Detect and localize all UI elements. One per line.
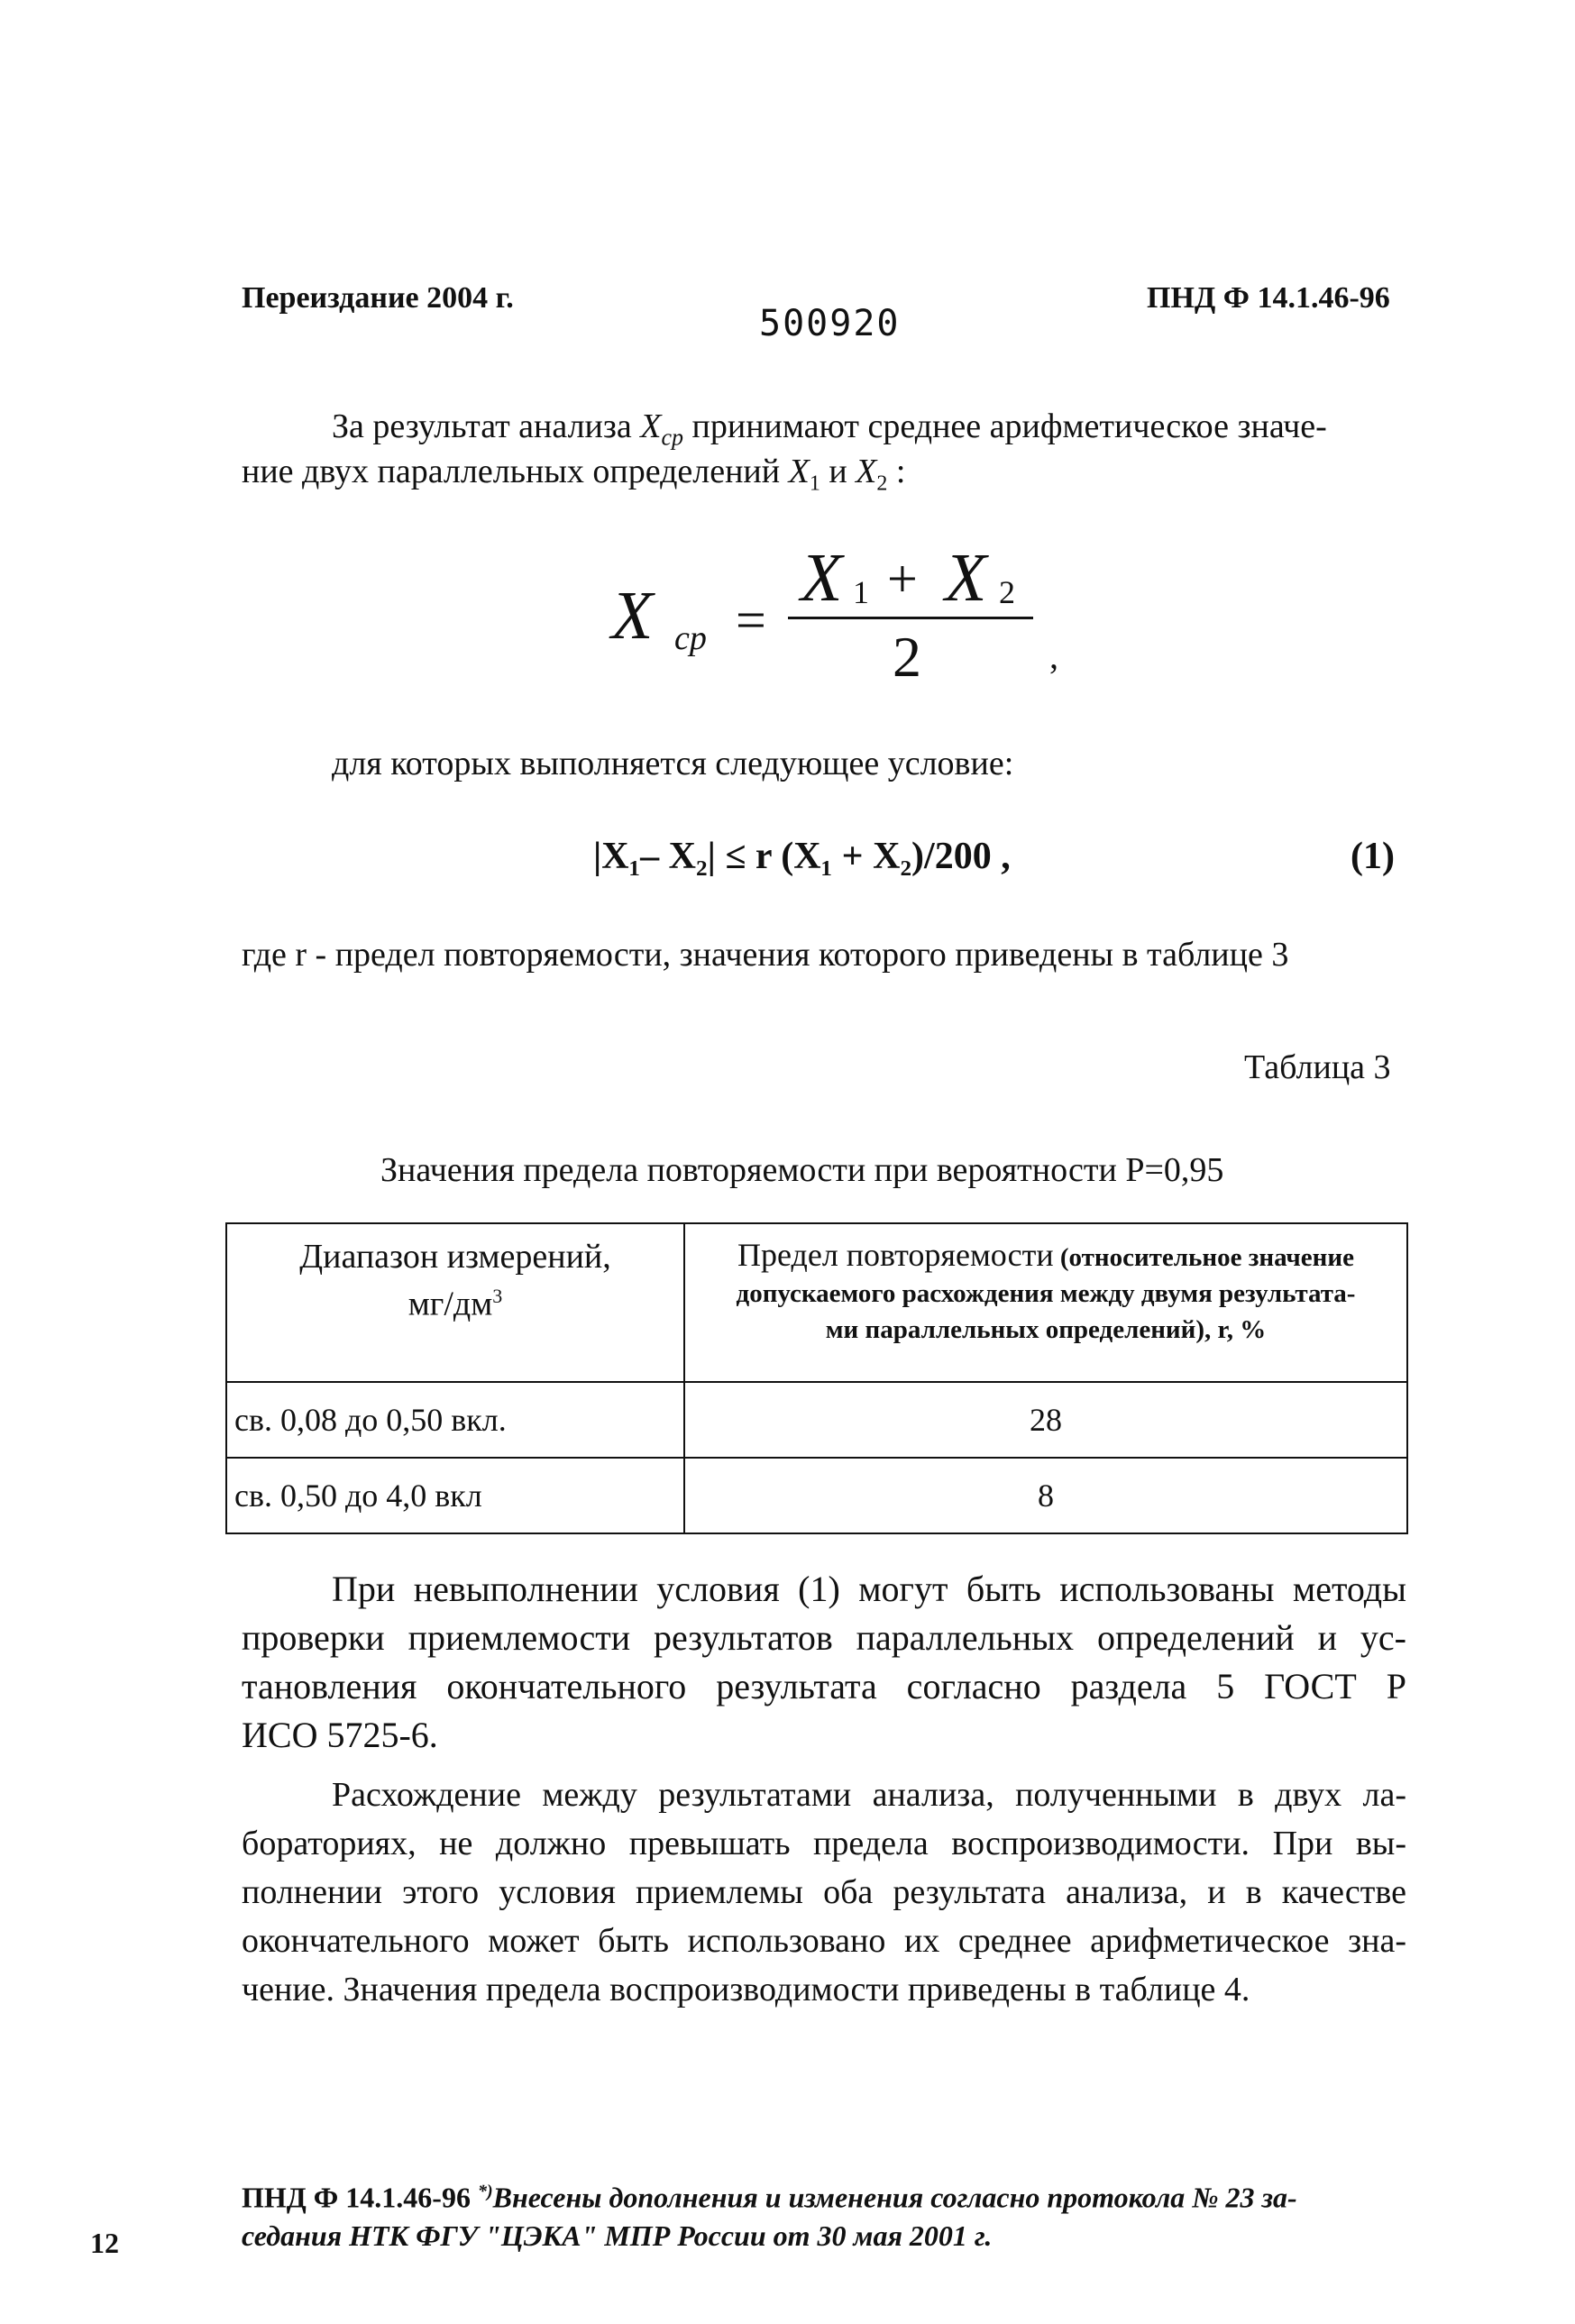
paragraph-nonfulfilment: При невыполнении условия (1) могут быть использованы методы проверки приемлемости результатов параллельных определений и ус- тановления окончательного результата согласно раздела 5 ГОСТ Р ИСО 5725-6. (242, 1569, 1406, 1755)
formula-plus: + (887, 549, 918, 608)
formula-x: X (611, 578, 654, 654)
intro-line-1: За результат анализа $X_{ср}$ принимают среднее арифметическое значе- (332, 407, 1327, 451)
condition-intro: для которых выполняется следующее условие: (332, 745, 1014, 782)
formula-num-x2: X (945, 540, 987, 616)
formula-num-sub2: 2 (999, 574, 1015, 610)
limit-cell: 8 (684, 1458, 1407, 1533)
formula-equals: = (736, 590, 766, 650)
document-code: ПНД Ф 14.1.46-96 (1147, 281, 1390, 315)
repeatability-note: где r - предел повторяемости, значения которого приведены в таблице 3 (242, 936, 1289, 974)
col-header-limit: Предел повторяемости (относительное значение допускаемого расхождения между двумя результата- ми параллельных определений), r, % (684, 1223, 1407, 1382)
table-row (226, 1382, 1407, 1458)
table-caption: Значения предела повторяемости при вероятности Р=0,95 (380, 1151, 1224, 1189)
footnote: ПНД Ф 14.1.46-96 *)Внесены дополнения и изменения согласно протокола № 23 за- седания НТК ФГУ "ЦЭКА" МПР России от 30 мая 2001 г. (242, 2181, 1297, 2252)
table-header-row (226, 1223, 1407, 1382)
repeatability-table (225, 1222, 1408, 1534)
formula-subscript-cp: ср (674, 619, 707, 657)
equation-number: (1) (1351, 836, 1395, 877)
reissue-note: Переиздание 2004 г. (242, 281, 514, 315)
formula-denominator: 2 (893, 625, 921, 689)
limit-cell: 28 (684, 1382, 1407, 1458)
page-number: 12 (90, 2227, 119, 2259)
table-label: Таблица 3 (1244, 1048, 1391, 1086)
range-cell: св. 0,50 до 4,0 вкл (226, 1458, 684, 1533)
formula-num-sub1: 1 (853, 574, 869, 610)
mean-formula (602, 539, 1071, 701)
paragraph-reproducibility: Расхождение между результатами анализа, полученными в двух ла- бораториях, не должно превышать предела воспроизводимости. При вы- полнении этого условия приемлемы оба результата анализа, и в качестве окончательного может быть использовано их среднее арифметическое зна- чение. Значения предела воспроизводимости приведены в таблице 4. (242, 1776, 1406, 2008)
condition-formula: |X₁– X₂| ≤ r (X₁ + X₂)/200 , (593, 836, 1011, 877)
range-cell: св. 0,08 до 0,50 вкл. (226, 1382, 684, 1458)
formula-comma: , (1049, 636, 1058, 676)
col-header-range: Диапазон измерений, $мг/дм^3$ (226, 1223, 684, 1382)
intro-line-2: ние двух параллельных определений $X_1$ и $X_2$ : (242, 453, 906, 496)
document-stamp-number: 500920 (759, 303, 901, 344)
table-row (226, 1458, 1407, 1533)
formula-num-x1: X (801, 540, 843, 616)
fraction-bar (788, 617, 1033, 619)
